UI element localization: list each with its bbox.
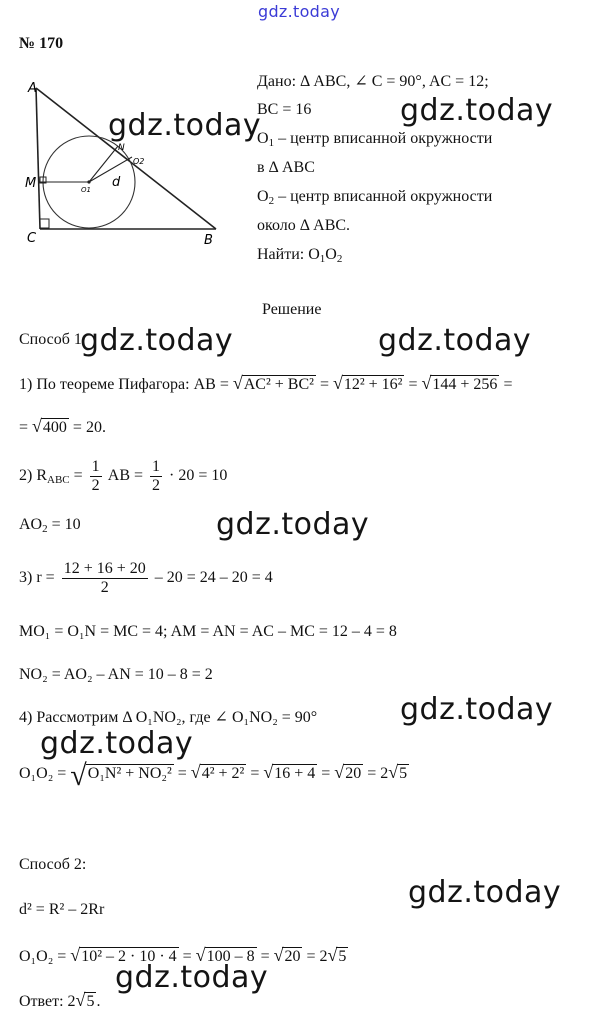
step4-line: 4) Рассмотрим Δ O₁NO₂, где ∠ O₁NO₂ = 90° (19, 709, 318, 726)
given-line-3: $O_1$ – центр вписанной окружности (257, 130, 493, 149)
step1-line: 1) По теореме Пифагора: AB = √AC² + BC² = √12² + 16² = √144 + 256 = (19, 373, 513, 393)
label-m: M (25, 176, 37, 191)
point-o1 (87, 180, 90, 183)
watermark: gdz.today (80, 323, 234, 358)
solution-heading: Решение (262, 301, 322, 318)
ao2-line: $AO_2 = 10$ (19, 516, 81, 535)
method2-label: Способ 2: (19, 856, 87, 873)
segment-o1o2 (89, 157, 132, 182)
method2-calc: O₁O₂ = √10² – 2 · 10 · 4 = √100 – 8 = √20 = 2√5 (19, 945, 347, 965)
given-line-6: около Δ ABC. (257, 217, 351, 234)
label-a: A (28, 81, 37, 96)
watermark: gdz.today (400, 692, 554, 727)
watermark: gdz.today (115, 960, 269, 995)
label-b: B (204, 233, 213, 248)
label-n: N (118, 143, 125, 153)
step3-line-3: NO₂ = AO₂ – AN = 10 – 8 = 2 (19, 666, 213, 683)
watermark: gdz.today (400, 93, 554, 128)
watermark: gdz.today (108, 108, 262, 143)
watermark: gdz.today (378, 323, 532, 358)
find-line: Найти: $O_1O_2$ (257, 246, 343, 265)
watermark-top: gdz.today (258, 2, 340, 21)
answer-line: Ответ: 2√5 . (19, 990, 101, 1010)
label-d: d (112, 175, 121, 190)
watermark: gdz.today (216, 507, 370, 542)
given-line-5: $O_2$ – центр вписанной окружности (257, 188, 493, 207)
watermark: gdz.today (408, 875, 562, 910)
given-line-2: BC = 16 (257, 101, 312, 118)
step2-line: 2) $R_{ABC}$ = $\frac{1}{2}$ AB = $\frac{1}{2}$ · 20 = 10 (19, 458, 228, 494)
step3-line-2: MO₁ = O₁N = MC = 4; AM = AN = AC – MC = 12 – 4 = 8 (19, 623, 397, 640)
step4-formula: O₁O₂ = √O₁N² + NO₂² = √4² + 2² = √16 + 4 = √20 = 2√5 (19, 759, 408, 792)
label-o1: O1 (81, 186, 91, 194)
method1-label: Способ 1 (19, 331, 82, 348)
step1-cont: = √400 = 20. (19, 416, 106, 436)
side-ac (36, 88, 40, 229)
label-o2: O2 (133, 157, 145, 166)
watermark: gdz.today (40, 726, 194, 761)
triangle-figure (14, 72, 244, 252)
method2-formula: d² = R² – 2Rr (19, 901, 105, 918)
problem-number: № 170 (19, 35, 64, 52)
label-c: C (27, 231, 37, 246)
given-line-1: Дано: Δ ABC, ∠ C = 90°, AC = 12; (257, 73, 489, 90)
step3-line: 3) r = $\frac{12 + 16 + 20}{2}$ – 20 = 24 – 20 = 4 (19, 560, 273, 596)
given-line-4: в Δ ABC (257, 159, 315, 176)
right-angle-c (40, 219, 49, 228)
